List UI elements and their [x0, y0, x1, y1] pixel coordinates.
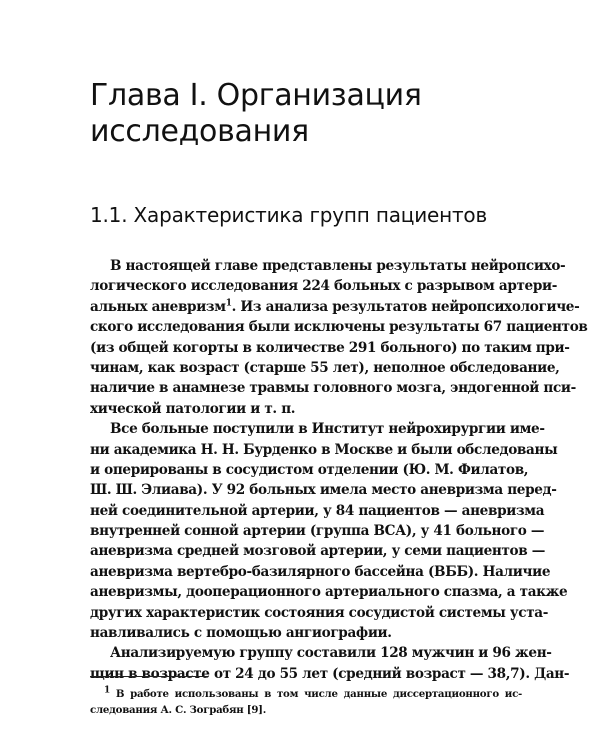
- section-title: 1.1. Характеристика групп пациентов: [90, 203, 488, 227]
- text-line: Анализируемую группу составили 128 мужчин и 96 жен-: [110, 645, 552, 662]
- text-line: внутренней сонной артерии (группа ВСА), у 41 больного —: [90, 523, 545, 540]
- text-fragment: альных аневризм: [90, 298, 226, 315]
- footnote-marker: 1: [104, 685, 111, 696]
- text-line: Ш. Ш. Элиава). У 92 больных имела место аневризма перед-: [90, 482, 557, 499]
- text-line: аневризма средней мозговой артерии, у семи пациентов —: [90, 543, 545, 560]
- text-line: аневризма вертебро-базилярного бассейна (ВББ). Наличие: [90, 563, 551, 580]
- text-line: и оперированы в сосудистом отделении (Ю. М. Филатов,: [90, 461, 529, 478]
- footnote-line-2: следования А. С. Зограбян [9].: [90, 704, 267, 716]
- text-line: хической патологии и т. п.: [90, 400, 296, 417]
- text-line: В настоящей главе представлены результаты нейропсихо-: [110, 258, 566, 274]
- footnote: [90, 686, 522, 718]
- chapter-title: [90, 78, 560, 150]
- text-line: щин в возрасте от 24 до 55 лет (средний возраст — 38,7). Дан-: [90, 665, 570, 682]
- text-fragment: . Из анализа результатов нейропсихологиче-: [231, 298, 580, 315]
- text-line: логического исследования 224 больных с разрывом артери-: [90, 278, 558, 295]
- footnote-reference[interactable]: 1: [225, 298, 232, 309]
- text-line: наличие в анамнезе травмы головного мозга, эндогенной пси-: [90, 380, 576, 397]
- chapter-title-line-1: Глава I. Организация: [90, 78, 422, 113]
- paragraph-3: [90, 643, 570, 684]
- text-line: ского исследования были исключены результаты 67 пациентов: [90, 319, 588, 336]
- text-line: ни академика Н. Н. Бурденко в Москве и были обследованы: [90, 441, 558, 458]
- chapter-title-line-2: исследования: [90, 114, 309, 149]
- text-line: чинам, как возраст (старше 55 лет), неполное обследование,: [90, 359, 560, 376]
- text-line: других характеристик состояния сосудистой системы уста-: [90, 604, 549, 621]
- paragraph-2: [90, 419, 568, 643]
- text-line: ней соединительной артерии, у 84 пациентов — аневризма: [90, 502, 545, 519]
- text-line: аневризмы, дооперационного артериального спазма, а также: [90, 584, 568, 601]
- body-text: [90, 256, 588, 684]
- footnote-text: В работе использованы в том числе данные диссертационного ис-: [110, 688, 522, 700]
- text-line: навливались с помощью ангиографии.: [90, 625, 392, 642]
- text-line: (из общей когорты в количестве 291 больного) по таким при-: [90, 339, 570, 356]
- footnote-divider: [90, 676, 208, 677]
- paragraph-1: [90, 256, 588, 419]
- text-line-with-footnote-ref: [90, 297, 580, 317]
- text-line: Все больные поступили в Институт нейрохирургии име-: [110, 421, 545, 438]
- footnote-line-1: [90, 686, 522, 702]
